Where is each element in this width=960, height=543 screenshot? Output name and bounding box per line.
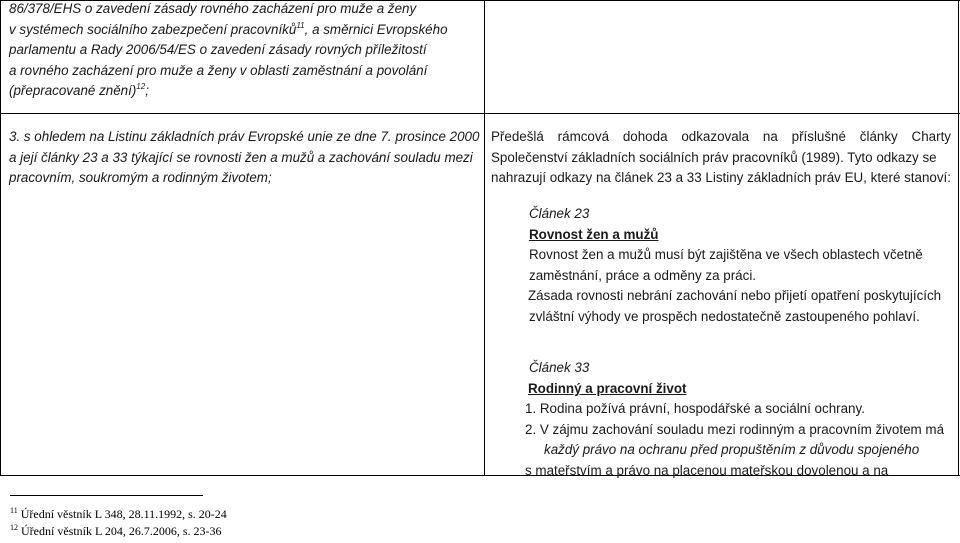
article-33-line-4: s mateřstvím a právo na placenou mateřskou dovolenou a na	[525, 462, 889, 478]
intro-line-3: nahrazují odkazy na článek 23 a 33 Listiny základních práv EU, které stanoví:	[491, 170, 952, 186]
row2-line-1: 3. s ohledem na Listinu základních práv Evropské unie ze dne 7. prosince 2000	[9, 129, 480, 144]
row2-right-cell	[491, 127, 951, 189]
footnote-12-text: Úřední věstník L 204, 26.7.2006, s. 23-36	[18, 524, 222, 538]
footnote-11	[10, 507, 227, 522]
article-23-line-1: Rovnost žen a mužů musí být zajištěna ve všech oblastech včetně	[529, 247, 923, 263]
article-33	[525, 358, 955, 482]
table-border-right	[958, 0, 959, 476]
footnote-11-text: Úřední věstník L 348, 28.11.1992, s. 20-24	[17, 507, 227, 521]
article-23-title: Rovnost žen a mužů	[529, 226, 659, 242]
intro-line-1: Předešlá rámcová dohoda odkazovala na příslušné články Charty	[491, 129, 951, 144]
article-23-line-2: zaměstnání, práce a odměny za práci.	[529, 267, 757, 283]
table-border-left	[0, 0, 1, 476]
article-33-line-1: 1. Rodina požívá právní, hospodářské a sociální ochrany.	[525, 401, 865, 417]
row2-line-2: a její články 23 a 33 týkající se rovnosti žen a mužů a zachování souladu mezi	[9, 149, 473, 165]
article-23-line-4: zvláštní výhody ve prospěch nedostatečně zastoupeného pohlaví.	[529, 308, 920, 324]
article-33-title: Rodinný a pracovní život	[528, 380, 687, 396]
footnote-11-number: 11	[10, 506, 18, 515]
row2-line-3: pracovním, soukromým a rodinným životem;	[9, 170, 272, 186]
footnote-12	[10, 524, 222, 539]
row1-line-3: parlamentu a Rady 2006/54/ES o zavedení zásady rovných příležitostí	[9, 42, 427, 58]
footnote-separator	[10, 495, 203, 496]
article-23-line-3: Zásada rovnosti nebrání zachování nebo přijetí opatření poskytujících	[528, 288, 942, 304]
row2-left-cell	[9, 127, 479, 189]
article-33-line-3: každý právo na ochranu před propuštěním z důvodu spojeného	[544, 442, 920, 458]
article-23	[529, 204, 954, 328]
row1-left-cell	[9, 0, 479, 102]
row1-line-5: (přepracované znění)$^{12}$;	[9, 82, 149, 99]
article-33-line-2: 2. V zájmu zachování souladu mezi rodinným a pracovním životem má	[525, 421, 945, 437]
article-23-heading: Článek 23	[529, 206, 590, 221]
row1-line-2: v systémech sociálního zabezpečení pracovníků$^{11}$, a směrnici Evropského	[9, 20, 448, 37]
article-33-heading: Článek 33	[529, 360, 590, 375]
footnote-12-number: 12	[10, 523, 18, 532]
table-column-divider	[484, 0, 485, 476]
footnote-ref-11[interactable]: 11	[296, 20, 305, 30]
row1-line-1: 86/378/EHS o zavedení zásady rovného zacházení pro muže a ženy	[9, 1, 417, 16]
table-row-divider	[0, 113, 960, 114]
footnote-ref-12[interactable]: 12	[136, 82, 146, 92]
intro-line-2: Společenství základních sociálních práv pracovníků (1989). Tyto odkazy se	[491, 149, 937, 165]
row1-line-4: a rovného zacházení pro muže a ženy v oblasti zaměstnání a povolání	[9, 62, 428, 78]
